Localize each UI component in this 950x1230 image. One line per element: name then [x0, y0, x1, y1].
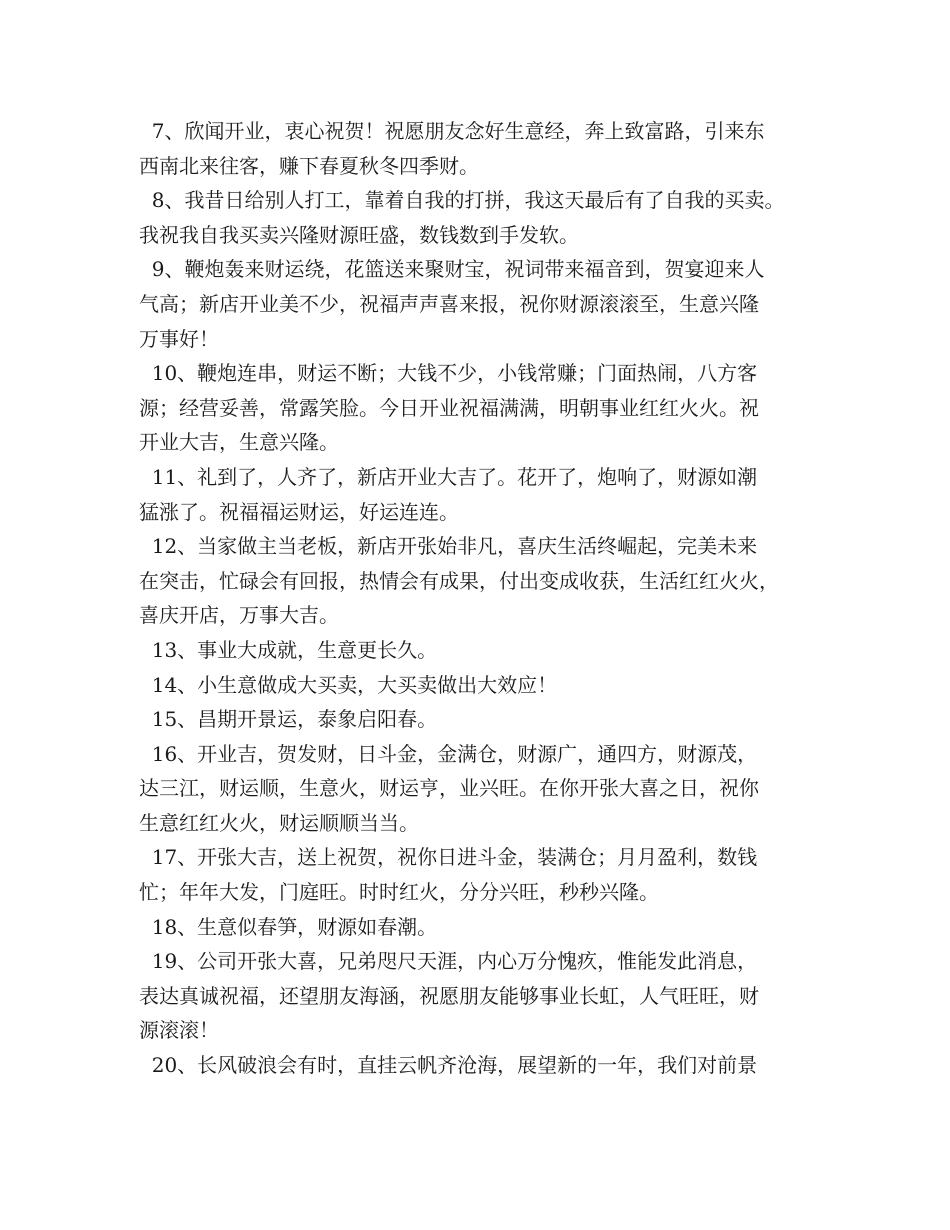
paragraph-20: 20、长风破浪会有时，直挂云帆齐沧海，展望新的一年，我们对前景 — [139, 1053, 758, 1078]
paragraph-13: 13、事业大成就，生意更长久。 — [139, 637, 438, 662]
paragraph-8: 8、我昔日给别人打工，靠着自我的打拼，我这天最后有了自我的买卖。 我祝我自我买卖兴隆财源旺盛，数钱数到手发软。 — [139, 188, 785, 247]
paragraph-19: 19、公司开张大喜，兄弟咫尺天涯，内心万分愧疚，惟能发此消息， 表达真诚祝福，还望朋友海涵，祝愿朋友能够事业长虹，人气旺旺，财 源滚滚！ — [139, 949, 759, 1043]
paragraph-7: 7、欣闻开业，衷心祝贺！祝愿朋友念好生意经，奔上致富路，引来东 西南北来往客，赚下春夏秋冬四季财。 — [139, 119, 765, 178]
paragraph-14: 14、小生意做成大买卖，大买卖做出大效应！ — [139, 672, 558, 697]
paragraph-18: 18、生意似春笋，财源如春潮。 — [139, 914, 438, 939]
paragraph-16: 16、开业吉，贺发财，日斗金，金满仓，财源广，通四方，财源茂， 达三江，财运顺，生意火，财运亨，业兴旺。在你开张大喜之日，祝你 生意红红火火，财运顺顺当当。 — [139, 741, 759, 835]
paragraph-11: 11、礼到了，人齐了，新店开业大吉了。花开了，炮响了，财源如潮 猛涨了。祝福福运财运，好运连连。 — [139, 464, 758, 524]
document-body — [139, 114, 819, 1083]
paragraph-9: 9、鞭炮轰来财运绕，花篮送来聚财宝，祝词带来福音到，贺宴迎来人 气高；新店开业美不少，祝福声声喜来报，祝你财源滚滚至，生意兴隆 万事好！ — [139, 257, 765, 351]
paragraph-12: 12、当家做主当老板，新店开张始非凡，喜庆生活终崛起，完美未来 在突击，忙碌会有回报，热情会有成果，付出变成收获，生活红红火火， 喜庆开店，万事大吉。 — [139, 534, 779, 628]
paragraph-17: 17、开张大吉，送上祝贺，祝你日进斗金，装满仓；月月盈利，数钱 忙；年年大发，门庭旺。时时红火，分分兴旺，秒秒兴隆。 — [139, 845, 758, 905]
paragraph-10: 10、鞭炮连串，财运不断；大钱不少，小钱常赚；门面热闹，八方客 源；经营妥善，常露笑脸。今日开业祝福满满，明朝事业红红火火。祝 开业大吉，生意兴隆。 — [139, 361, 759, 455]
paragraph-15: 15、昌期开景运，泰象启阳春。 — [139, 707, 438, 732]
